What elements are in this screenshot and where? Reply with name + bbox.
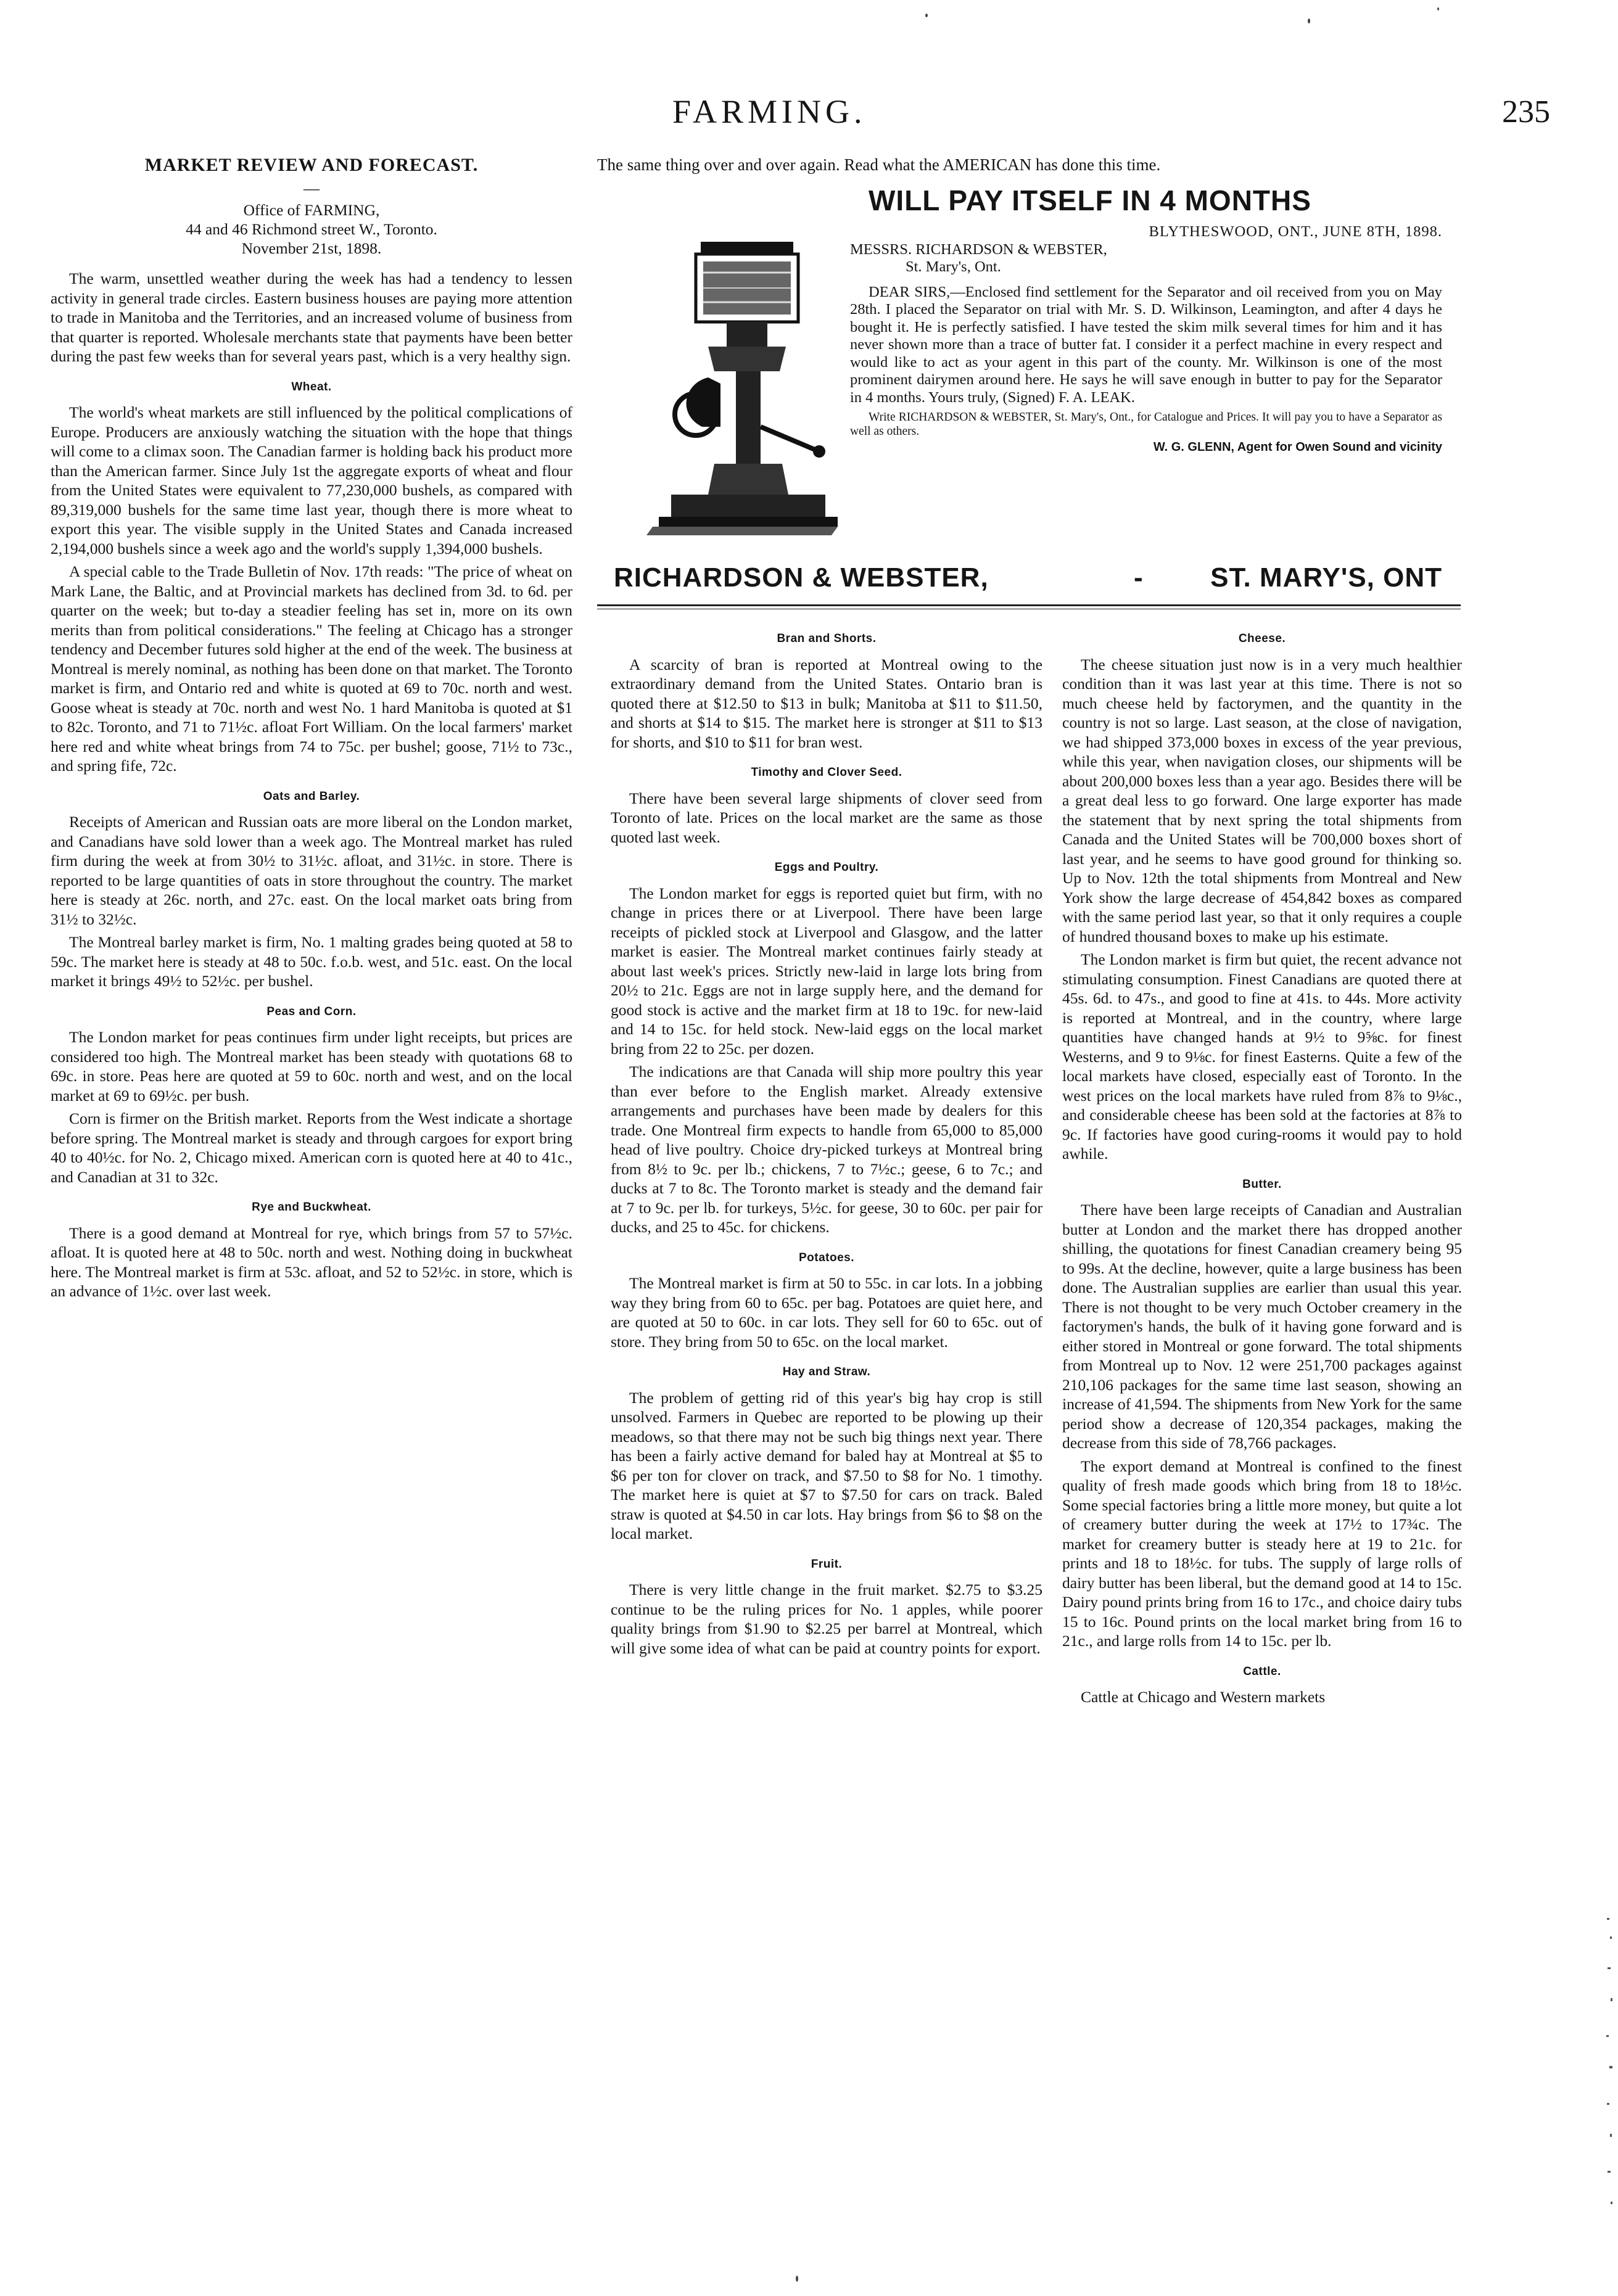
- catalogue-note: Write RICHARDSON & WEBSTER, St. Mary's, Ont., for Catalogue and Prices. It will pay you to have a Separator as well as others.: [850, 411, 1442, 438]
- scan-speck: [796, 2276, 798, 2282]
- corn-paragraph: Corn is firmer on the British market. Reports from the West indicate a shortage before spring. The Montreal market is steady and through cargoes for export bring 40 to 40½c. for No. 2, Chicago mixed. American corn is quoted here at 40 to 41c., and Canadian at 31 to 32c.: [51, 1109, 572, 1186]
- fruit-paragraph: There is very little change in the fruit market. $2.75 to $3.25 continue to be the ruling prices for No. 1 apples, while poorer quality brings from $1.90 to $2.25 per barrel at Montreal, which will give some idea of what can be paid at country points for export.: [611, 1581, 1042, 1657]
- page-header: [0, 93, 1618, 142]
- heading-dash: —: [303, 179, 320, 197]
- office-line: Office of FARMING,: [243, 201, 380, 219]
- section-heading-butter: Butter.: [1242, 1177, 1282, 1191]
- butter-paragraph: There have been large receipts of Canadian and Australian butter at London and the market there has dropped another shilling, the quotations for finest Canadian creamery being 95 to 99s. At the decline, however, quite a large business has been done. The Australian supplies are earlier than usual this year. There is not thought to be very much October creamery in the factorymen's hands, the bulk of it having gone forward and is either stored in Montreal or gone forward. The total shipments from Montreal up to Nov. 12 were 251,700 packages against 210,106 packages for the same time last season, showing an increase of 41,594. The shipments from New York for the same period show a decrease of 120,354 packages, making the decrease from this side of 78,766 packages.: [1062, 1201, 1462, 1452]
- scan-speck: [1308, 19, 1310, 23]
- section-heading-wheat: Wheat.: [291, 380, 332, 393]
- scan-speck: [1437, 7, 1439, 10]
- middle-column: [611, 629, 1042, 1661]
- cheese-paragraph: The London market is firm but quiet, the recent advance not stimulating consumption. Finest Canadians are quoted there at 45s. 6d. to 47s., and good to fine at 41s. to 44s. More activity is reported at Montreal, and in the country, where large quantities have changed hands at 9½ to 9⅝c. for finest Westerns, and 9 to 9⅛c. for finest Easterns. Quite a few of the local markets have closed, especially east of Toronto. In the west prices on the local markets have ruled from 8⅞ to 9⅛c., and considerable cheese has been sold at the factories at 8⅞ to 9c. If factories have good curing-rooms it would pay to hold awhile.: [1062, 950, 1462, 1162]
- separator-advertisement: [597, 155, 1461, 606]
- clover-paragraph: There have been several large shipments of clover seed from Toronto of late. Prices on the local market are the same as those quoted last week.: [611, 789, 1042, 846]
- page-title: FARMING.: [672, 93, 867, 130]
- footer-separator: -: [1134, 562, 1144, 593]
- peas-paragraph: The London market for peas continues firm under light receipts, but prices are considered too high. The Montreal market has been steady with quotations 68 to 69c. in store. Peas here are quoted at 59 to 60c. north and west, and on the local market at 69 to 69½c. per bush.: [51, 1028, 572, 1105]
- ad-bottom-rule: [597, 604, 1461, 606]
- section-heading-fruit: Fruit.: [811, 1557, 843, 1571]
- letter-addressee: MESSRS. RICHARDSON & WEBSTER,: [850, 241, 1107, 258]
- letter-body: DEAR SIRS,—Enclosed find settlement for the Separator and oil received from you on May 28th. I placed the Separator on trial with Mr. S. D. Wilkinson, Leamington, and after 4 days he bought it. He is perfectly satisfied. I have tested the skim milk several times for him and it has never shown more than a trace of butter fat. I consider it a perfect machine in every respect and would like to act as your agent in this part of the county. Mr. Wilkinson is one of the most prominent dairymen around here. He says he will save enough in butter to pay for the Separator in 4 months. Yours truly, (Signed) F. A. LEAK.: [850, 283, 1442, 406]
- market-review-heading: MARKET REVIEW AND FORECAST.: [144, 155, 479, 175]
- butter-paragraph: The export demand at Montreal is confined to the finest quality of fresh made goods which bring from 18 to 18½c. Some special factories bring a little more money, but quite a lot of creamery butter during the week at 17½ to 17¾c. The market for creamery butter is steady here at 19 to 21c. for prints and 18 to 18½c. for tubs. The supply of large rolls of dairy butter has been liberal, but the demand good at 14 to 15c. Dairy pound prints bring from 16 to 17c., and choice dairy tubs 15 to 16c. Pound prints on the local market bring from 16 to 21c., and large rolls from 14 to 15c. per lb.: [1062, 1457, 1462, 1650]
- section-heading-peas-corn: Peas and Corn.: [266, 1005, 357, 1018]
- section-heading-eggs-poultry: Eggs and Poultry.: [774, 861, 879, 874]
- section-heading-potatoes: Potatoes.: [798, 1251, 855, 1264]
- ad-intro-line: The same thing over and over again. Read what the AMERICAN has done this time.: [597, 155, 1161, 174]
- cattle-paragraph: Cattle at Chicago and Western markets: [1081, 1688, 1326, 1706]
- right-column: [1062, 629, 1462, 1711]
- intro-paragraph: The warm, unsettled weather during the week has had a tendency to lessen activity in general trade circles. Eastern business houses are paying more attention to trade in Manitoba and the Territories, and an increased volume of business from that quarter is reported. Wholesale merchants state that payments have been better during the past few weeks than for several years past, which is a very healthy sign.: [51, 270, 572, 365]
- letter-dateline: BLYTHESWOOD, ONT., JUNE 8TH, 1898.: [1149, 223, 1442, 240]
- testimonial-letter: [850, 223, 1442, 456]
- cream-separator-illustration: [634, 229, 838, 538]
- letter-address-place: St. Mary's, Ont.: [906, 258, 1001, 275]
- ad-headline: WILL PAY ITSELF IN 4 MONTHS: [869, 184, 1311, 216]
- section-heading-cattle: Cattle.: [1243, 1664, 1281, 1678]
- hay-paragraph: The problem of getting rid of this year's big hay crop is still unsolved. Farmers in Quebec are reported to be plowing up their meadows, so that there may not be such big things next year. There has been a fairly active demand for baled hay at Montreal at $5 to $6 per ton for clover on track, and $7.50 to $8 for No. 1 timothy. The market here is quiet at $7 to $7.50 for cars on track. Baled straw is quoted at $4.50 in car lots. Hay brings from $6 to $8 on the local market.: [611, 1388, 1042, 1542]
- office-date: November 21st, 1898.: [241, 239, 382, 257]
- section-heading-cheese: Cheese.: [1238, 632, 1286, 645]
- oats-paragraph: Receipts of American and Russian oats are more liberal on the London market, and Canadians have sold lower than a week ago. The Montreal market has ruled firm during the week at from 30½ to 31½c. afloat, and 31½c. in store. There is reported to be large quantities of oats in store throughout the country. The market here is steady at 26c. north, and 27c. east. On the local market oats bring from 31½ to 32½c.: [51, 813, 572, 928]
- bran-paragraph: A scarcity of bran is reported at Montreal owing to the extraordinary demand from the United States. Ontario bran is quoted there at $12.50 to $13 in bulk; Manitoba at $11 to $11.50, and shorts at $14 to $15. The market here is stronger at $11 to $13 for shorts, and $10 to $11 for bran west.: [611, 655, 1042, 751]
- company-name: RICHARDSON & WEBSTER,: [614, 562, 989, 593]
- wheat-paragraph: A special cable to the Trade Bulletin of Nov. 17th reads: "The price of wheat on Mark Lane, the Baltic, and at Provincial markets has declined from 3d. to 6d. per quarter on the week; but to-day a steadier feeling has set in, more on its own merits than from political considerations." The feeling at Chicago has a stronger tendency and December futures sold higher at the end of the week. The business at Montreal is merely nominal, as nothing has been done on that market. The Toronto market is firm, and Ontario red and white is quoted at 69 to 70c. north and west. Goose wheat is steady at 70c. north and west No. 1 hard Manitoba is quoted at $1 to 82c. Toronto, and 71 to 71½c. afloat Fort William. On the local farmers' market here red and white wheat brings from 74 to 75c. per bushel; goose, 71½ to 73c., and spring fife, 72c.: [51, 562, 572, 775]
- market-review-column: [51, 155, 572, 1305]
- wheat-paragraph: The world's wheat markets are still influenced by the political complications of Europe. Producers are anxiously watching the situation with the hope that things will come to a climax soon. The Canadian farmer is holding back his product more than the American farmer. Since July 1st the aggregate exports of wheat and flour from the United States were equivalent to 77,230,000 bushels, as compared with 89,319,000 bushels for the same time last year, though there is more wheat to export this year. The visible supply in the United States and Canada increased 2,194,000 bushels since a week ago and the world's supply 1,394,000 bushels.: [51, 403, 572, 558]
- section-heading-oats-barley: Oats and Barley.: [263, 789, 360, 803]
- office-address: 44 and 46 Richmond street W., Toronto.: [186, 220, 437, 238]
- scan-edge-noise: [1606, 1912, 1614, 2232]
- poultry-paragraph: The indications are that Canada will ship more poultry this year than ever before to the English market. Already extensive arrangements and purchases have been made by dealers for this trade. One Montreal firm expects to handle from 65,000 to 85,000 head of live poultry. Choice dry-picked turkeys at Montreal bring from 8½ to 9c. per lb.; chickens, 7 to 7½c.; geese, 6 to 7c.; and ducks at 7 to 8c. The Toronto market is steady and the demand fair at 7 to 9c. per lb. for turkeys, 5½c. for geese, 30 to 60c. per pair for ducks, and 25 to 45c. for chickens.: [611, 1063, 1042, 1236]
- section-heading-rye-buckwheat: Rye and Buckwheat.: [252, 1201, 371, 1214]
- section-heading-bran-shorts: Bran and Shorts.: [777, 632, 877, 645]
- company-location: ST. MARY'S, ONT: [1210, 562, 1442, 593]
- eggs-paragraph: The London market for eggs is reported quiet but firm, with no change in prices there or at Liverpool. There have been large receipts of pickled stock at Liverpool and Glasgow, and the latter market is easier. The Montreal market continues fairly steady at about last week's prices. Strictly new-laid in large lots bring from 20½ to 21c. Eggs are not in large supply here, and the demand for good stock is active and the market firm at 18 to 19c. for new-laid and 14 to 15c. for held stock. New-laid eggs on the local market bring from 22 to 25c. per dozen.: [611, 884, 1042, 1058]
- page-number: 235: [1502, 94, 1550, 130]
- potatoes-paragraph: The Montreal market is firm at 50 to 55c. in car lots. In a jobbing way they bring from 60 to 65c. per bag. Potatoes are quiet here, and are quoted at 50 to 60c. in car lots. They sell for 60 to 65c. out of store. They bring from 50 to 65c. on the local market.: [611, 1274, 1042, 1351]
- agent-line: W. G. GLENN, Agent for Owen Sound and vicinity: [1153, 440, 1442, 454]
- barley-paragraph: The Montreal barley market is firm, No. 1 malting grades being quoted at 58 to 59c. The market here is steady at 48 to 50c. f.o.b. west, and 51c. east. On the local market it brings 49½ to 52½c. per bushel.: [51, 933, 572, 990]
- scan-speck: [925, 14, 928, 17]
- rye-paragraph: There is a good demand at Montreal for rye, which brings from 57 to 57½c. afloat. It is quoted here at 48 to 50c. north and west. Nothing doing in buckwheat here. The Montreal market is firm at 53c. afloat, and 52 to 52½c. in store, which is an advance of 1½c. over last week.: [51, 1224, 572, 1300]
- cheese-paragraph: The cheese situation just now is in a very much healthier condition than it was last year at this time. There is not so much cheese held by factorymen, and the quantity in the country is not so large. Last season, at the close of navigation, we had shipped 373,000 boxes in excess of the year previous, while this year, when navigation closes, our shipments will be about 200,000 boxes less than a year ago. Besides there will be a great deal less to go forward. One large exporter has made the statement that by next spring the total shipments from Canada and the United States will be 700,000 boxes short of last year, and he seems to have good ground for thinking so. Up to Nov. 12th the total shipments from Montreal and New York show the large decrease of 454,842 boxes as compared with the same period last year, so that it only requires a couple of hundred thousand boxes to make up his estimate.: [1062, 655, 1462, 945]
- section-heading-hay-straw: Hay and Straw.: [782, 1365, 871, 1378]
- section-heading-timothy-clover: Timothy and Clover Seed.: [751, 766, 902, 779]
